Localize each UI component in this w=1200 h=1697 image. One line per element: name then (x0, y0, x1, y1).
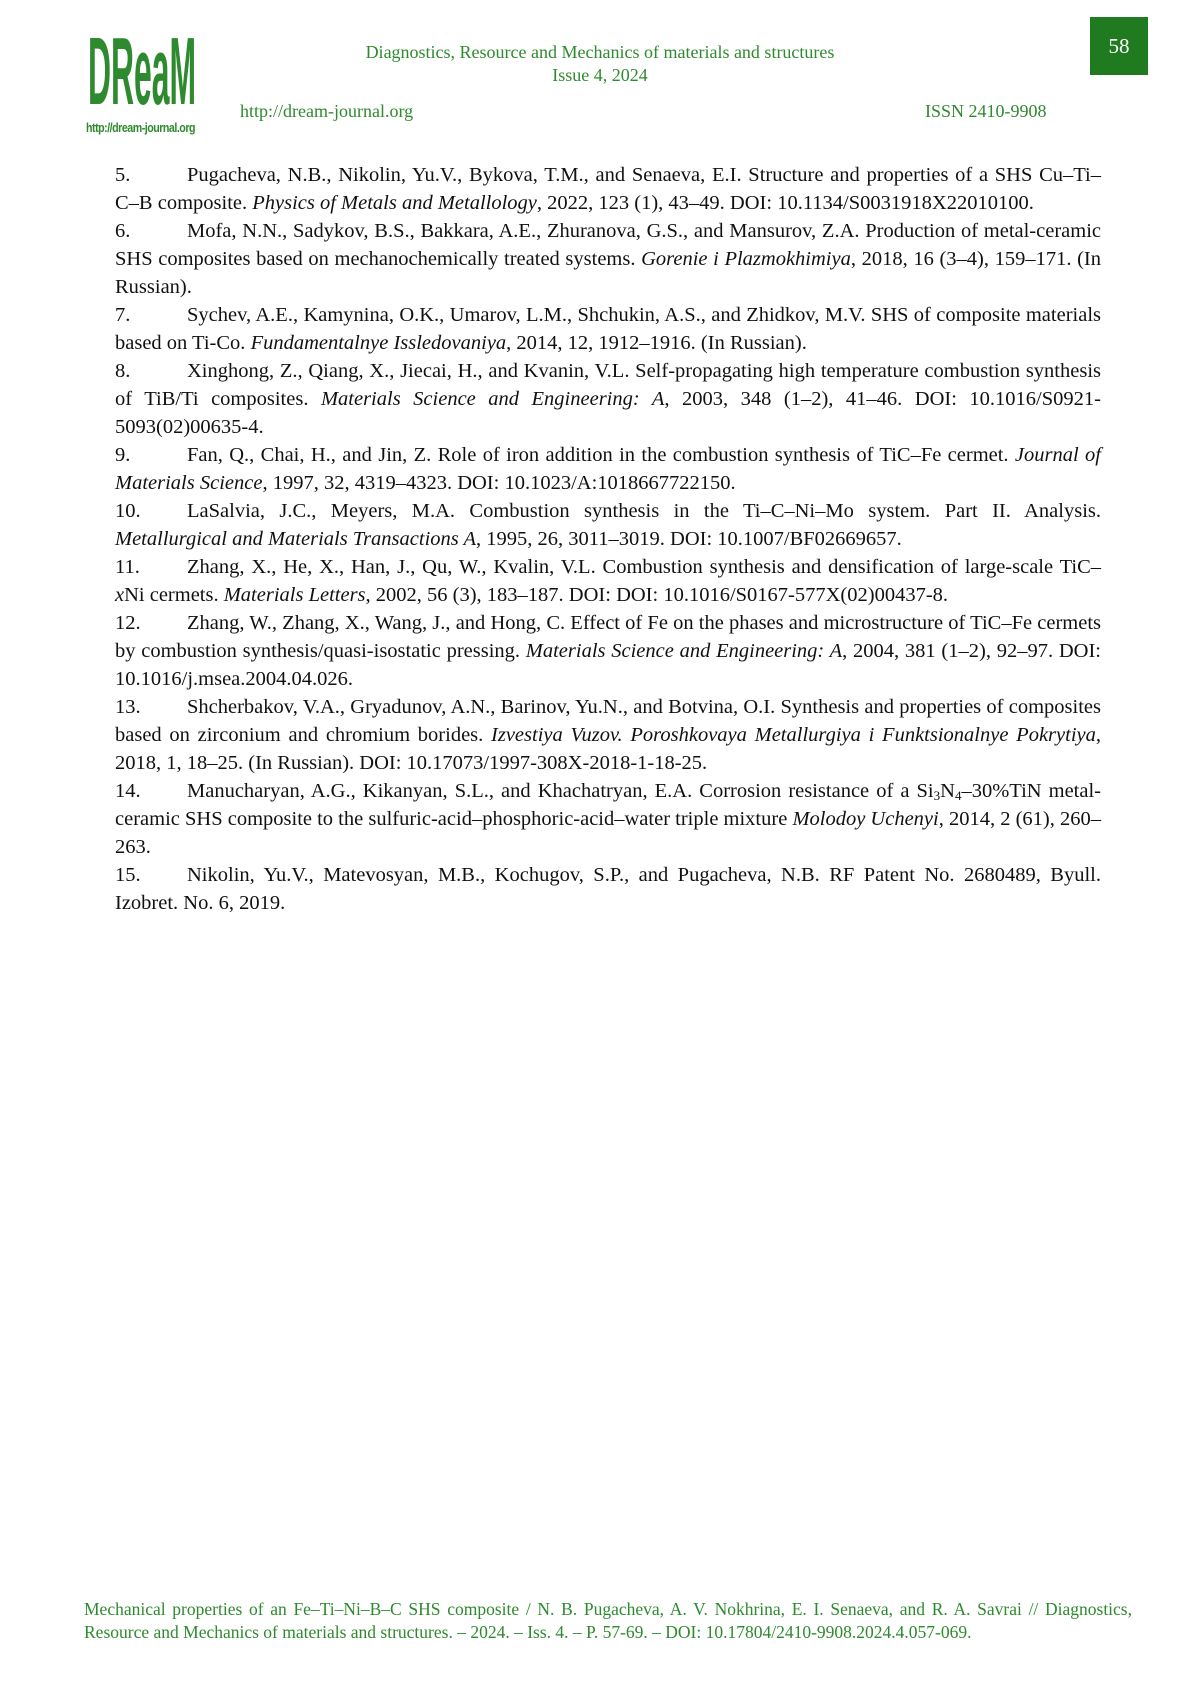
reference-text: Zhang, X., He, X., Han, J., Qu, W., Kvalin, V.L. Combustion synthesis and densification of large-scale TiC– (187, 556, 1101, 578)
reference-item (115, 693, 1101, 777)
reference-source: Materials Science and Engineering: A (525, 640, 843, 662)
reference-details: , 1997, 32, 4319–4323. DOI: 10.1023/A:1018667722150. (262, 472, 736, 494)
reference-item (115, 441, 1101, 497)
reference-text: N (940, 780, 955, 802)
reference-details: , 2014, 12, 1912–1916. (In Russian). (506, 332, 807, 354)
reference-list (115, 161, 1101, 917)
logo-text: DReaM (88, 18, 196, 112)
reference-number: 7. (115, 304, 131, 326)
reference-details: , 2002, 56 (3), 183–187. DOI: DOI: 10.1016/S0167-577X(02)00437-8. (365, 584, 949, 606)
footer-citation: Mechanical properties of an Fe–Ti–Ni–B–C SHS composite / N. B. Pugacheva, A. V. Nokhrina, E. I. Senaeva, and R. A. Savrai // Diagnostics, Resource and Mechanics of materials and structures. – 2024. – Iss. 4. – P. 57-69. – DOI: 10.17804/2410-9908.2024.4.057-069. (84, 1599, 1132, 1642)
journal-logo (86, 16, 198, 135)
reference-text: –30%TiN metal-ceramic SHS composite to the sulfuric-acid–phosphoric-acid–water triple mixture (115, 780, 1101, 830)
reference-text: Xinghong, Z., Qiang, X., Jiecai, H., and Kvanin, V.L. Self-propagating high temperature combustion synthesis of TiB/Ti composites. (115, 360, 1101, 410)
reference-number: 5. (115, 164, 131, 186)
journal-issn: ISSN 2410-9908 (925, 101, 1047, 121)
reference-source: Materials Science and Engineering: A (320, 388, 665, 410)
reference-number: 6. (115, 220, 131, 242)
reference-text: Shcherbakov, V.A., Gryadunov, A.N., Barinov, Yu.N., and Botvina, O.I. Synthesis and properties of composites based on zirconium and chromium borides. (115, 696, 1101, 746)
reference-text: Nikolin, Yu.V., Matevosyan, M.B., Kochugov, S.P., and Pugacheva, N.B. RF Patent No. 2680489, Byull. Izobret. No. 6, 2019. (115, 864, 1101, 914)
reference-item (115, 497, 1101, 553)
journal-issue: Issue 4, 2024 (552, 65, 648, 85)
reference-number: 8. (115, 360, 131, 382)
journal-header (300, 41, 900, 87)
reference-source: Izvestiya Vuzov. Poroshkovaya Metallurgiya i Funktsionalnye Pokrytiya (491, 724, 1096, 746)
reference-item (115, 553, 1101, 609)
reference-text: Mofa, N.N., Sadykov, B.S., Bakkara, A.E., Zhuranova, G.S., and Mansurov, Z.A. Production of metal-ceramic SHS composites based on mechanochemically treated systems. (115, 220, 1101, 270)
reference-text: Fan, Q., Chai, H., and Jin, Z. Role of iron addition in the combustion synthesis of TiC–Fe cermet. (187, 444, 1015, 466)
subscript: 3 (933, 788, 941, 803)
reference-source: Materials Letters (223, 584, 366, 606)
reference-number: 11. (115, 556, 140, 578)
reference-source: Metallurgical and Materials Transactions A (115, 528, 477, 550)
reference-text: Ni cermets. (124, 584, 224, 606)
reference-source: Physics of Metals and Metallology (252, 192, 537, 214)
reference-item (115, 301, 1101, 357)
reference-item (115, 217, 1101, 301)
reference-source: Journal of Materials Science (115, 444, 1101, 494)
reference-source: Molodoy Uchenyi (792, 808, 939, 830)
reference-text: Zhang, W., Zhang, X., Wang, J., and Hong, C. Effect of Fe on the phases and microstructure of TiC–Fe cermets by combustion synthesis/quasi-isostatic pressing. (115, 612, 1101, 662)
subscript: 4 (954, 788, 962, 803)
reference-source: Fundamentalnye Issledovaniya (250, 332, 507, 354)
reference-number: 10. (115, 500, 141, 522)
logo-url: http://dream-journal.org (86, 120, 196, 135)
journal-url[interactable]: http://dream-journal.org (240, 101, 414, 121)
reference-item (115, 861, 1101, 917)
reference-item (115, 609, 1101, 693)
reference-number: 12. (115, 612, 141, 634)
reference-details: , 2014, 2 (61), 260–263. (115, 808, 1102, 858)
reference-details: , 2018, 1, 18–25. (In Russian). DOI: 10.17073/1997-308X-2018-1-18-25. (115, 724, 1101, 774)
dream-logo-icon (86, 16, 198, 112)
journal-title: Diagnostics, Resource and Mechanics of materials and structures (365, 42, 835, 62)
reference-details: , 1995, 26, 3011–3019. DOI: 10.1007/BF02669657. (476, 528, 902, 550)
page-number: 58 (1090, 17, 1148, 75)
reference-details: , 2022, 123 (1), 43–49. DOI: 10.1134/S0031918X22010100. (536, 192, 1034, 214)
reference-number: 13. (115, 696, 141, 718)
reference-number: 9. (115, 444, 131, 466)
reference-text: Pugacheva, N.B., Nikolin, Yu.V., Bykova, T.M., and Senaeva, E.I. Structure and properties of a SHS Cu–Ti–C–B composite. (115, 164, 1101, 214)
reference-item (115, 357, 1101, 441)
reference-item (115, 161, 1101, 217)
reference-text: Sychev, A.E., Kamynina, O.K., Umarov, L.M., Shchukin, A.S., and Zhidkov, M.V. SHS of composite materials based on Ti-Co. (115, 304, 1101, 354)
reference-text: LaSalvia, J.C., Meyers, M.A. Combustion synthesis in the Ti–C–Ni–Mo system. Part II. Analysis. (187, 500, 1101, 522)
reference-number: 15. (115, 864, 141, 886)
reference-variable: x (115, 584, 125, 606)
reference-number: 14. (115, 780, 141, 802)
reference-text: Manucharyan, A.G., Kikanyan, S.L., and Khachatryan, E.A. Corrosion resistance of a Si (187, 780, 934, 802)
reference-item (115, 777, 1101, 861)
reference-details: , 2003, 348 (1–2), 41–46. DOI: 10.1016/S0921-5093(02)00635-4. (115, 388, 1101, 438)
reference-details: , 2004, 381 (1–2), 92–97. DOI: 10.1016/j.msea.2004.04.026. (115, 640, 1101, 690)
reference-source: Gorenie i Plazmokhimiya (641, 248, 851, 270)
reference-details: , 2018, 16 (3–4), 159–171. (In Russian). (115, 248, 1101, 298)
